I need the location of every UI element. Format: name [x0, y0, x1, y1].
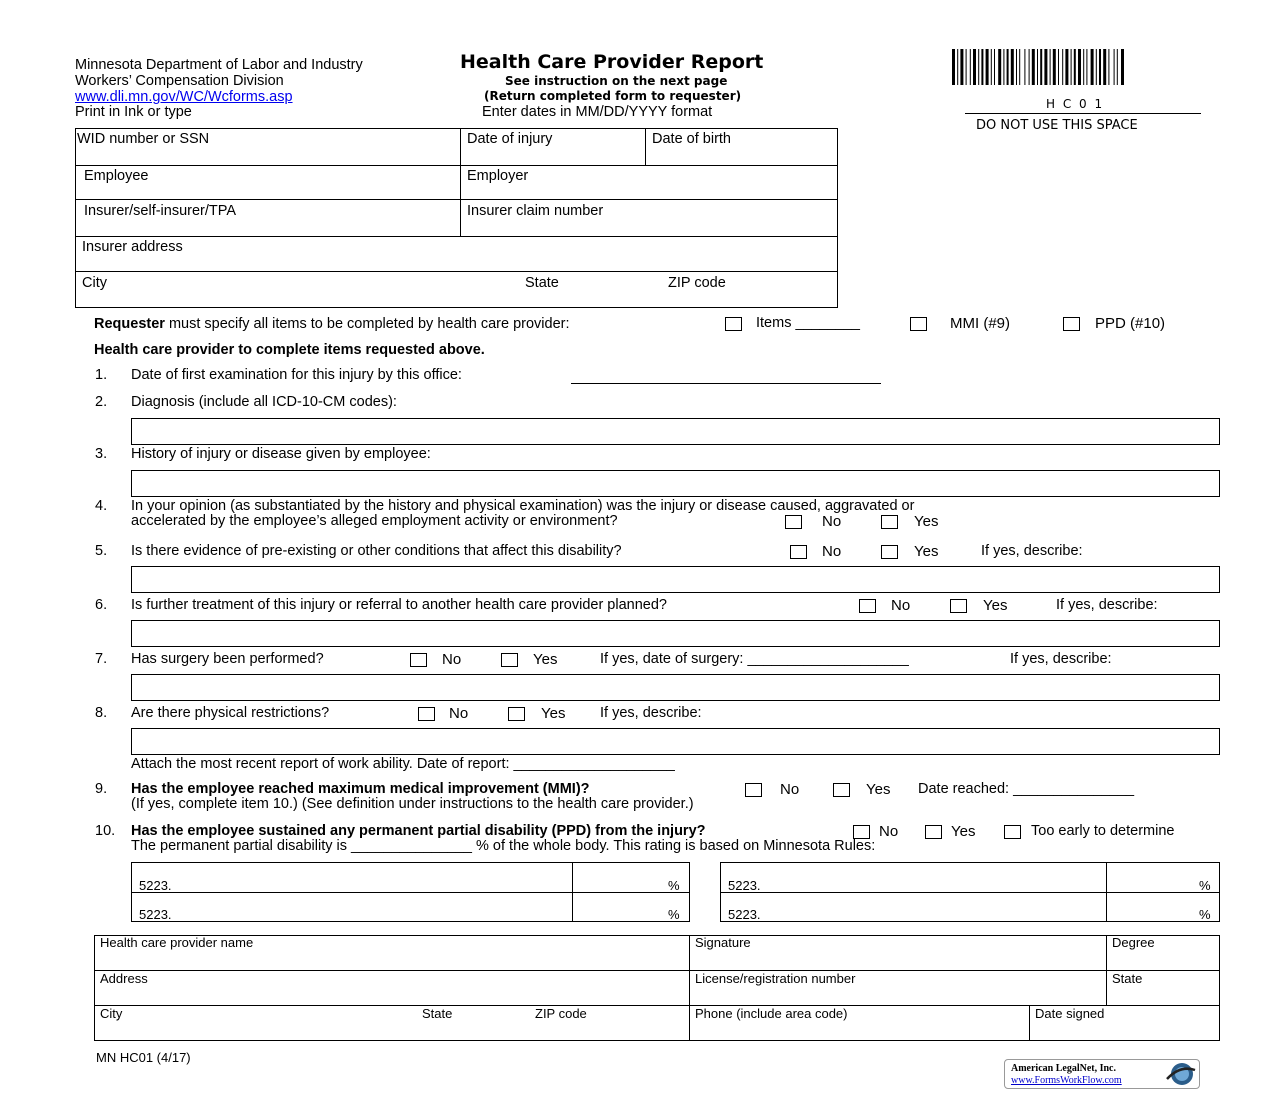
- q10-too-early-checkbox[interactable]: [1004, 825, 1021, 839]
- history-input[interactable]: [131, 470, 1220, 497]
- grid-line: [460, 128, 461, 236]
- q6-text: Is further treatment of this injury or referral to another health care provider planned?: [131, 597, 667, 613]
- q10-too-early-label: Too early to determine: [1031, 823, 1175, 839]
- q5-describe-label: If yes, describe:: [981, 543, 1083, 559]
- q1-date-input[interactable]: [571, 367, 881, 384]
- q6-yes-checkbox[interactable]: [950, 599, 967, 613]
- diagnosis-input[interactable]: [131, 418, 1220, 445]
- division-name: Workers’ Compensation Division: [75, 73, 284, 89]
- code-underline: [965, 113, 1201, 114]
- mmi-label: MMI (#9): [950, 315, 1010, 332]
- grid-line: [75, 199, 838, 200]
- provider-zip-field[interactable]: ZIP code: [535, 1006, 587, 1021]
- rule-pct[interactable]: %: [668, 907, 680, 922]
- q5-yes-checkbox[interactable]: [881, 545, 898, 559]
- q8-yes-checkbox[interactable]: [508, 707, 525, 721]
- grid-line: [645, 128, 646, 165]
- q8-describe-input[interactable]: [131, 728, 1220, 755]
- q8-no-label: No: [449, 705, 469, 722]
- q4-no-checkbox[interactable]: [785, 515, 802, 529]
- q10-no-label: No: [879, 823, 899, 840]
- grid-line: [75, 271, 838, 272]
- insurer-field[interactable]: Insurer/self-insurer/TPA: [84, 203, 237, 219]
- q10-yes-label: Yes: [951, 823, 976, 840]
- q6-describe-input[interactable]: [131, 620, 1220, 647]
- provider-heading: Health care provider to complete items requested above.: [94, 342, 485, 358]
- q6-number: 6.: [95, 597, 108, 613]
- company-url[interactable]: www.FormsWorkFlow.com: [1011, 1075, 1122, 1086]
- grid-line: [689, 862, 690, 922]
- date-signed-field[interactable]: Date signed: [1035, 1006, 1105, 1021]
- q7-surgery-date[interactable]: If yes, date of surgery: ____________________: [600, 651, 909, 667]
- form-title: Health Care Provider Report: [460, 51, 764, 73]
- q1-text: Date of first examination for this injury by this office:: [131, 367, 462, 383]
- q8-text: Are there physical restrictions?: [131, 705, 330, 721]
- q8-number: 8.: [95, 705, 108, 721]
- q9-text: Has the employee reached maximum medical improvement (MMI)?: [131, 781, 590, 797]
- grid-line: [75, 165, 838, 166]
- q6-no-checkbox[interactable]: [859, 599, 876, 613]
- rule-prefix[interactable]: 5223.: [728, 878, 761, 893]
- grid-line: [1106, 935, 1107, 1005]
- date-of-birth-field[interactable]: Date of birth: [652, 131, 731, 147]
- provider-info-grid: [94, 935, 1220, 1041]
- q9-no-checkbox[interactable]: [745, 783, 762, 797]
- provider-address-field[interactable]: Address: [100, 971, 148, 986]
- rule-prefix[interactable]: 5223.: [728, 907, 761, 922]
- q6-describe-label: If yes, describe:: [1056, 597, 1158, 613]
- company-name: American LegalNet, Inc.: [1011, 1063, 1116, 1074]
- q4-yes-label: Yes: [914, 513, 939, 530]
- provider-state-field[interactable]: State: [422, 1006, 453, 1021]
- work-ability-date[interactable]: Attach the most recent report of work ability. Date of report: ____________________: [131, 756, 675, 772]
- q6-yes-label: Yes: [983, 597, 1008, 614]
- claim-number-field[interactable]: Insurer claim number: [467, 203, 604, 219]
- barcode: [950, 49, 1210, 87]
- legalnet-logo: [1004, 1059, 1200, 1089]
- rule-prefix[interactable]: 5223.: [139, 878, 172, 893]
- rule-pct[interactable]: %: [668, 878, 680, 893]
- employee-field[interactable]: Employee: [84, 168, 149, 184]
- q10-text-line2: The permanent partial disability is _______________ % of the whole body. This rating is based on Minnesota Rules:: [131, 838, 876, 854]
- q7-no-checkbox[interactable]: [410, 653, 427, 667]
- agency-name: Minnesota Department of Labor and Industry: [75, 57, 363, 73]
- form-code: H C 0 1: [1046, 97, 1105, 111]
- grid-line: [1106, 862, 1107, 922]
- grid-line: [572, 862, 573, 922]
- state-field[interactable]: State: [525, 275, 559, 291]
- return-note: (Return completed form to requester): [484, 89, 742, 103]
- requester-line: Requester must specify all items to be completed by health care provider:: [94, 316, 570, 332]
- date-format-note: Enter dates in MM/DD/YYYY format: [482, 104, 713, 120]
- degree-field[interactable]: Degree: [1112, 935, 1155, 950]
- q5-no-checkbox[interactable]: [790, 545, 807, 559]
- q3-text: History of injury or disease given by employee:: [131, 446, 431, 462]
- print-note: Print in Ink or type: [75, 104, 192, 120]
- q10-text: Has the employee sustained any permanent partial disability (PPD) from the injury?: [131, 823, 706, 839]
- rule-pct[interactable]: %: [1199, 878, 1211, 893]
- forms-url-link[interactable]: www.dli.mn.gov/WC/Wcforms.asp: [75, 89, 293, 105]
- city-field[interactable]: City: [82, 275, 107, 291]
- q9-number: 9.: [95, 781, 108, 797]
- grid-line: [1029, 1005, 1030, 1041]
- provider-name-field[interactable]: Health care provider name: [100, 935, 254, 950]
- q5-no-label: No: [822, 543, 842, 560]
- license-field[interactable]: License/registration number: [695, 971, 856, 986]
- do-not-use-note: DO NOT USE THIS SPACE: [976, 118, 1138, 133]
- phone-field[interactable]: Phone (include area code): [695, 1006, 848, 1021]
- q8-yes-label: Yes: [541, 705, 566, 722]
- insurer-address-field[interactable]: Insurer address: [82, 239, 183, 255]
- q4-no-label: No: [822, 513, 842, 530]
- signature-field[interactable]: Signature: [695, 935, 751, 950]
- grid-line: [131, 892, 690, 893]
- q7-describe-input[interactable]: [131, 674, 1220, 701]
- q4-text-line2: accelerated by the employee’s alleged employment activity or environment?: [131, 513, 618, 529]
- q5-describe-input[interactable]: [131, 566, 1220, 593]
- q5-text: Is there evidence of pre-existing or other conditions that affect this disability?: [131, 543, 622, 559]
- q7-text: Has surgery been performed?: [131, 651, 324, 667]
- grid-line: [94, 970, 1220, 971]
- q9-text-line2: (If yes, complete item 10.) (See definition under instructions to the health care provider.): [131, 796, 694, 812]
- rule-prefix[interactable]: 5223.: [139, 907, 172, 922]
- q7-describe-label: If yes, describe:: [1010, 651, 1112, 667]
- form-id: MN HC01 (4/17): [96, 1050, 191, 1065]
- q2-number: 2.: [95, 394, 108, 410]
- q7-no-label: No: [442, 651, 462, 668]
- q7-yes-checkbox[interactable]: [501, 653, 518, 667]
- provider-city-field[interactable]: City: [100, 1006, 123, 1021]
- q5-yes-label: Yes: [914, 543, 939, 560]
- ppd-checkbox[interactable]: [1063, 317, 1080, 331]
- grid-line: [75, 236, 838, 237]
- q6-no-label: No: [891, 597, 911, 614]
- q1-number: 1.: [95, 367, 108, 383]
- q5-number: 5.: [95, 543, 108, 559]
- ppd-label: PPD (#10): [1095, 315, 1166, 332]
- globe-icon: [1163, 1061, 1197, 1087]
- employer-field[interactable]: Employer: [467, 168, 529, 184]
- q7-number: 7.: [95, 651, 108, 667]
- zip-field[interactable]: ZIP code: [668, 275, 726, 291]
- grid-line: [689, 935, 690, 1041]
- q10-yes-checkbox[interactable]: [925, 825, 942, 839]
- items-checkbox[interactable]: [725, 317, 742, 331]
- mmi-checkbox[interactable]: [910, 317, 927, 331]
- q9-date-reached[interactable]: Date reached: _______________: [918, 781, 1135, 797]
- q4-text: In your opinion (as substantiated by the history and physical examination) was the injury or disease caused, aggravated or: [131, 498, 915, 514]
- q10-number: 10.: [95, 823, 116, 839]
- license-state-field[interactable]: State: [1112, 971, 1143, 986]
- q7-yes-label: Yes: [533, 651, 558, 668]
- items-label: Items ________: [756, 315, 860, 331]
- q2-text: Diagnosis (include all ICD-10-CM codes):: [131, 394, 397, 410]
- grid-line: [720, 892, 1220, 893]
- q8-describe-label: If yes, describe:: [600, 705, 702, 721]
- q4-yes-checkbox[interactable]: [881, 515, 898, 529]
- q9-yes-label: Yes: [866, 781, 891, 798]
- q4-number: 4.: [95, 498, 108, 514]
- q8-no-checkbox[interactable]: [418, 707, 435, 721]
- date-of-injury-field[interactable]: Date of injury: [467, 131, 553, 147]
- q9-no-label: No: [780, 781, 800, 798]
- rule-pct[interactable]: %: [1199, 907, 1211, 922]
- q10-no-checkbox[interactable]: [853, 825, 870, 839]
- q9-yes-checkbox[interactable]: [833, 783, 850, 797]
- wid-field[interactable]: WID number or SSN: [77, 131, 210, 147]
- q3-number: 3.: [95, 446, 108, 462]
